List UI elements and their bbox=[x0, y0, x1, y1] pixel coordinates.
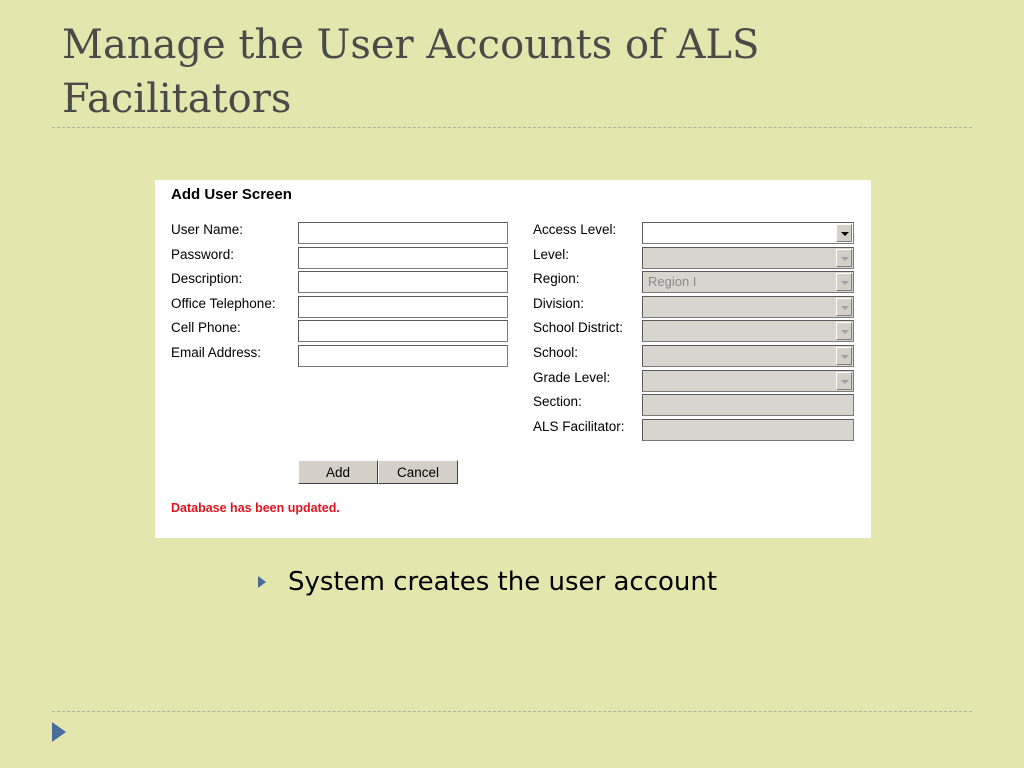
password-label: Password: bbox=[171, 247, 235, 262]
chevron-down-icon bbox=[836, 372, 852, 390]
chevron-down-icon bbox=[836, 249, 852, 267]
als-facilitator-field bbox=[642, 419, 854, 441]
cell-phone-input[interactable] bbox=[298, 320, 508, 342]
school-district-select bbox=[642, 320, 854, 342]
grade-level-select bbox=[642, 370, 854, 392]
school-label: School: bbox=[533, 345, 579, 360]
user-name-label: User Name: bbox=[171, 222, 244, 237]
grade-level-label: Grade Level: bbox=[533, 370, 611, 385]
chevron-down-icon bbox=[836, 298, 852, 316]
chevron-down-icon bbox=[836, 322, 852, 340]
panel-title: Add User Screen bbox=[171, 186, 292, 203]
access-level-select[interactable] bbox=[642, 222, 854, 244]
chevron-down-icon bbox=[836, 273, 852, 291]
region-label: Region: bbox=[533, 271, 580, 286]
triangle-right-icon bbox=[52, 722, 66, 742]
cancel-button[interactable]: Cancel bbox=[378, 460, 458, 484]
description-input[interactable] bbox=[298, 271, 508, 293]
title-divider bbox=[52, 127, 972, 128]
bullet-text: System creates the user account bbox=[288, 567, 718, 597]
school-district-label: School District: bbox=[533, 320, 624, 335]
division-label: Division: bbox=[533, 296, 585, 311]
section-field bbox=[642, 394, 854, 416]
als-facilitator-label: ALS Facilitator: bbox=[533, 419, 625, 434]
description-label: Description: bbox=[171, 271, 243, 286]
add-button[interactable]: Add bbox=[298, 460, 378, 484]
user-name-input[interactable] bbox=[298, 222, 508, 244]
email-address-input[interactable] bbox=[298, 345, 508, 367]
add-user-panel bbox=[155, 180, 871, 538]
chevron-down-icon bbox=[836, 347, 852, 365]
region-value: Region I bbox=[648, 274, 697, 289]
status-message: Database has been updated. bbox=[171, 501, 340, 515]
level-select bbox=[642, 247, 854, 269]
footer-divider bbox=[52, 711, 972, 712]
slide-title: Manage the User Accounts of ALS Facilitators bbox=[62, 22, 760, 122]
access-level-label: Access Level: bbox=[533, 222, 617, 237]
chevron-down-icon[interactable] bbox=[836, 224, 852, 242]
level-label: Level: bbox=[533, 247, 570, 262]
school-select bbox=[642, 345, 854, 367]
office-telephone-label: Office Telephone: bbox=[171, 296, 276, 311]
email-address-label: Email Address: bbox=[171, 345, 262, 360]
triangle-right-icon bbox=[258, 576, 266, 588]
password-input[interactable] bbox=[298, 247, 508, 269]
office-telephone-input[interactable] bbox=[298, 296, 508, 318]
region-select bbox=[642, 271, 854, 293]
division-select bbox=[642, 296, 854, 318]
section-label: Section: bbox=[533, 394, 582, 409]
cell-phone-label: Cell Phone: bbox=[171, 320, 241, 335]
